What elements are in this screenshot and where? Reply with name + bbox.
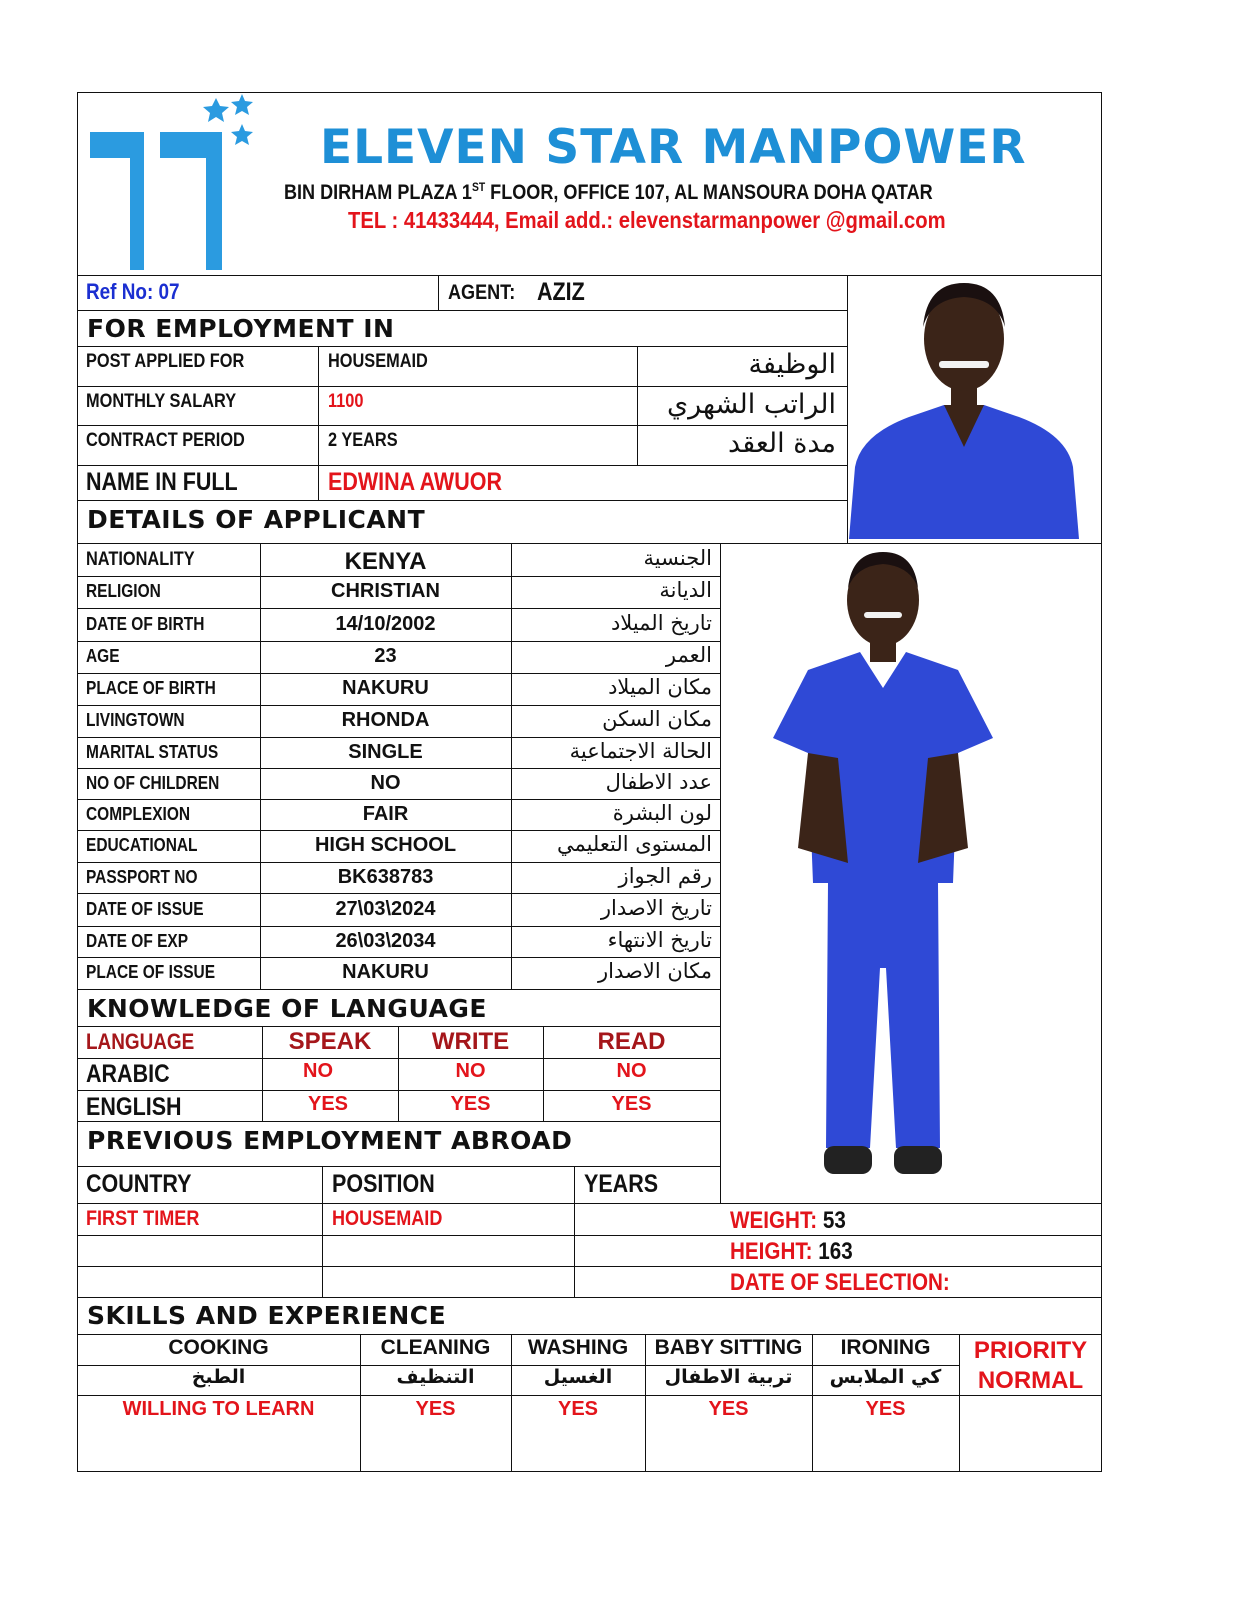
- contract-period-label: CONTRACT PERIOD: [86, 430, 245, 451]
- previous-employment-title: PREVIOUS EMPLOYMENT ABROAD: [87, 1126, 573, 1155]
- skill-name: COOKING: [168, 1336, 269, 1359]
- detail-label: EDUCATIONAL: [86, 835, 198, 855]
- detail-value: NAKURU: [342, 677, 429, 699]
- eleven-logo-icon: [86, 92, 261, 272]
- post-applied-arabic: الوظيفة: [748, 349, 836, 380]
- priority-label: PRIORITY: [973, 1337, 1088, 1364]
- detail-label: LIVINGTOWN: [86, 710, 185, 730]
- height-row: [730, 1238, 853, 1266]
- company-contact: TEL : 41433444, Email add.: elevenstarmanpower @gmail.com: [348, 207, 946, 233]
- height-value: 163: [818, 1238, 853, 1265]
- detail-value: CHRISTIAN: [331, 580, 440, 602]
- skill-name: WASHING: [527, 1336, 629, 1359]
- arabic-write: NO: [455, 1060, 486, 1082]
- detail-arabic: الجنسية: [643, 545, 712, 570]
- detail-arabic: مكان السكن: [602, 707, 712, 731]
- detail-label: AGE: [86, 646, 120, 666]
- address-superscript: ST: [471, 180, 486, 194]
- detail-arabic: الديانة: [659, 578, 712, 602]
- detail-label: DATE OF BIRTH: [86, 613, 205, 634]
- selection-date-label: DATE OF SELECTION:: [730, 1269, 950, 1296]
- detail-arabic: مكان الاصدار: [598, 959, 712, 983]
- weight-row: [730, 1207, 846, 1235]
- skill-value: YES: [708, 1398, 749, 1420]
- detail-arabic: تاريخ الانتهاء: [607, 927, 712, 952]
- agent-label: AGENT:: [448, 281, 516, 304]
- detail-label: MARITAL STATUS: [86, 741, 219, 762]
- previous-position-value: HOUSEMAID: [332, 1207, 443, 1230]
- detail-label: DATE OF EXP: [86, 930, 189, 951]
- language-header-speak: SPEAK: [288, 1028, 372, 1055]
- english-write: YES: [450, 1093, 491, 1115]
- detail-label: COMPLEXION: [86, 803, 191, 824]
- detail-arabic: عدد الاطفال: [605, 769, 712, 794]
- address-part-1: BIN DIRHAM PLAZA 1: [284, 181, 472, 204]
- monthly-salary-label: MONTHLY SALARY: [86, 391, 237, 412]
- english-read: YES: [611, 1093, 652, 1115]
- detail-value: NO: [370, 771, 401, 794]
- detail-arabic: رقم الجواز: [618, 863, 712, 888]
- detail-arabic: العمر: [665, 643, 712, 667]
- height-label: HEIGHT:: [730, 1238, 813, 1265]
- skill-value: WILLING TO LEARN: [122, 1398, 315, 1420]
- detail-label: PASSPORT NO: [86, 866, 198, 887]
- skill-arabic: الطبخ: [191, 1366, 246, 1388]
- ref-number: Ref No: 07: [86, 279, 180, 304]
- detail-label: PLACE OF ISSUE: [86, 962, 216, 982]
- previous-header-position: POSITION: [332, 1170, 435, 1198]
- detail-value: NAKURU: [342, 961, 429, 983]
- monthly-salary-arabic: الراتب الشهري: [666, 389, 836, 420]
- detail-value: 27\03\2024: [335, 897, 436, 920]
- skill-arabic: تربية الاطفال: [664, 1366, 793, 1388]
- language-header-read: READ: [597, 1028, 666, 1055]
- skill-arabic: الغسيل: [543, 1366, 613, 1388]
- weight-label: WEIGHT:: [730, 1207, 818, 1234]
- detail-value: KENYA: [344, 547, 427, 575]
- detail-arabic: تاريخ الميلاد: [610, 610, 712, 635]
- employment-section-title: FOR EMPLOYMENT IN: [87, 314, 395, 343]
- company-address: [284, 180, 933, 205]
- previous-header-years: YEARS: [584, 1170, 659, 1198]
- language-header-write: WRITE: [431, 1028, 510, 1055]
- full-name-value: EDWINA AWUOR: [328, 468, 502, 496]
- weight-value: 53: [822, 1207, 846, 1234]
- language-english: ENGLISH: [86, 1093, 182, 1121]
- detail-label: DATE OF ISSUE: [86, 898, 204, 919]
- company-logo: [86, 92, 261, 272]
- skill-name: BABY SITTING: [654, 1336, 803, 1359]
- post-applied-value: HOUSEMAID: [328, 351, 428, 372]
- skill-name: CLEANING: [380, 1336, 491, 1359]
- detail-value: RHONDA: [341, 709, 430, 731]
- post-applied-label: POST APPLIED FOR: [86, 351, 245, 372]
- arabic-read: NO: [616, 1060, 647, 1082]
- previous-header-country: COUNTRY: [86, 1170, 192, 1198]
- monthly-salary-value: 1100: [328, 391, 364, 412]
- language-header-language: LANGUAGE: [86, 1029, 195, 1054]
- detail-arabic: تاريخ الاصدار: [600, 895, 712, 920]
- address-part-2: FLOOR, OFFICE 107, AL MANSOURA DOHA QATAR: [485, 181, 933, 204]
- priority-value: NORMAL: [977, 1367, 1084, 1394]
- english-speak: YES: [307, 1093, 349, 1115]
- detail-value: 14/10/2002: [335, 612, 436, 635]
- skills-section-title: SKILLS AND EXPERIENCE: [87, 1301, 447, 1330]
- company-name: ELEVEN STAR MANPOWER: [320, 120, 1027, 175]
- detail-value: FAIR: [362, 802, 409, 825]
- detail-arabic: المستوى التعليمي: [556, 832, 712, 856]
- detail-label: NO OF CHILDREN: [86, 772, 220, 793]
- detail-value: HIGH SCHOOL: [314, 834, 457, 856]
- contract-period-value: 2 YEARS: [328, 430, 398, 451]
- skill-value: YES: [415, 1398, 456, 1420]
- previous-country-value: FIRST TIMER: [86, 1207, 200, 1230]
- applicant-portrait-photo: [849, 277, 1079, 539]
- skill-arabic: كي الملابس: [829, 1366, 942, 1388]
- contract-period-arabic: مدة العقد: [728, 428, 836, 459]
- skill-arabic: التنظيف: [396, 1366, 475, 1388]
- detail-label: PLACE OF BIRTH: [86, 678, 216, 698]
- detail-value: 23: [374, 645, 397, 667]
- detail-label: RELIGION: [86, 581, 161, 601]
- skill-value: YES: [557, 1398, 599, 1420]
- agent-value: AZIZ: [537, 278, 585, 306]
- details-section-title: DETAILS OF APPLICANT: [87, 505, 426, 534]
- arabic-speak: NO: [303, 1060, 333, 1082]
- detail-value: SINGLE: [348, 740, 423, 763]
- full-name-label: NAME IN FULL: [86, 468, 238, 496]
- detail-value: BK638783: [337, 865, 434, 888]
- applicant-full-body-photo: [768, 548, 998, 1200]
- language-section-title: KNOWLEDGE OF LANGUAGE: [87, 994, 487, 1023]
- skill-name: IRONING: [840, 1336, 931, 1359]
- detail-arabic: الحالة الاجتماعية: [569, 738, 712, 763]
- detail-value: 26\03\2034: [335, 929, 436, 952]
- detail-arabic: مكان الميلاد: [608, 675, 712, 699]
- detail-label: NATIONALITY: [86, 548, 195, 570]
- skill-value: YES: [865, 1398, 906, 1420]
- language-arabic: ARABIC: [86, 1060, 170, 1088]
- detail-arabic: لون البشرة: [612, 800, 712, 825]
